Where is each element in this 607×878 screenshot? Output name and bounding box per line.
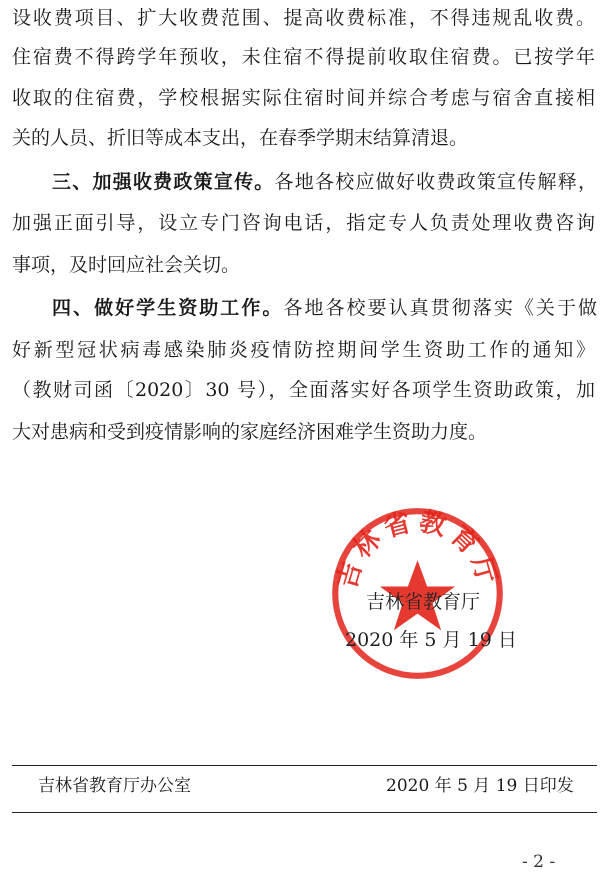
text-segment: 各地各校要认真贯彻落实《关于做 bbox=[283, 297, 597, 319]
footer-top-rule bbox=[12, 765, 597, 766]
footer-bottom-rule bbox=[12, 812, 597, 813]
text-segment: 各地各校应做好收费政策宣传解释， bbox=[274, 171, 597, 193]
text-line: （教财司函〔2020〕30 号），全面落实好各项学生资助政策，加 bbox=[12, 379, 595, 401]
section-heading: 三、加强收费政策宣传。 bbox=[52, 171, 275, 193]
text-line: 事项，及时回应社会关切。 bbox=[12, 254, 241, 276]
text-line: 收取的住宿费，学校根据实际住宿时间并综合考虑与宿舍直接相 bbox=[12, 87, 595, 109]
footer-issuer: 吉林省教育厅办公室 bbox=[38, 776, 191, 796]
footer-issue-date: 2020 年 5 月 19 日印发 bbox=[386, 776, 574, 796]
text-line: 设收费项目、扩大收费范围、提高收费标准，不得违规乱收费。 bbox=[12, 7, 595, 29]
text-line: 好新型冠状病毒感染肺炎疫情防控期间学生资助工作的通知》 bbox=[12, 339, 595, 361]
signature-date: 2020 年 5 月 19 日 bbox=[345, 629, 517, 651]
text-line: 关的人员、折旧等成本支出，在春季学期末结算清退。 bbox=[12, 127, 469, 149]
section-heading: 四、做好学生资助工作。 bbox=[52, 297, 284, 319]
text-line: 大对患病和受到疫情影响的家庭经济困难学生资助力度。 bbox=[12, 421, 488, 443]
text-line: 加强正面引导，设立专门咨询电话，指定专人负责处理收费咨询 bbox=[12, 212, 595, 234]
page-number: - 2 - bbox=[522, 852, 556, 872]
section-four-first-line bbox=[0, 296, 607, 320]
signature-org: 吉林省教育厅 bbox=[366, 591, 481, 613]
text-line: 住宿费不得跨学年预收，未住宿不得提前收取住宿费。已按学年 bbox=[12, 46, 595, 68]
seal-arc-textpath: 吉林省教育厅 bbox=[332, 506, 503, 593]
section-three-first-line bbox=[0, 170, 607, 194]
